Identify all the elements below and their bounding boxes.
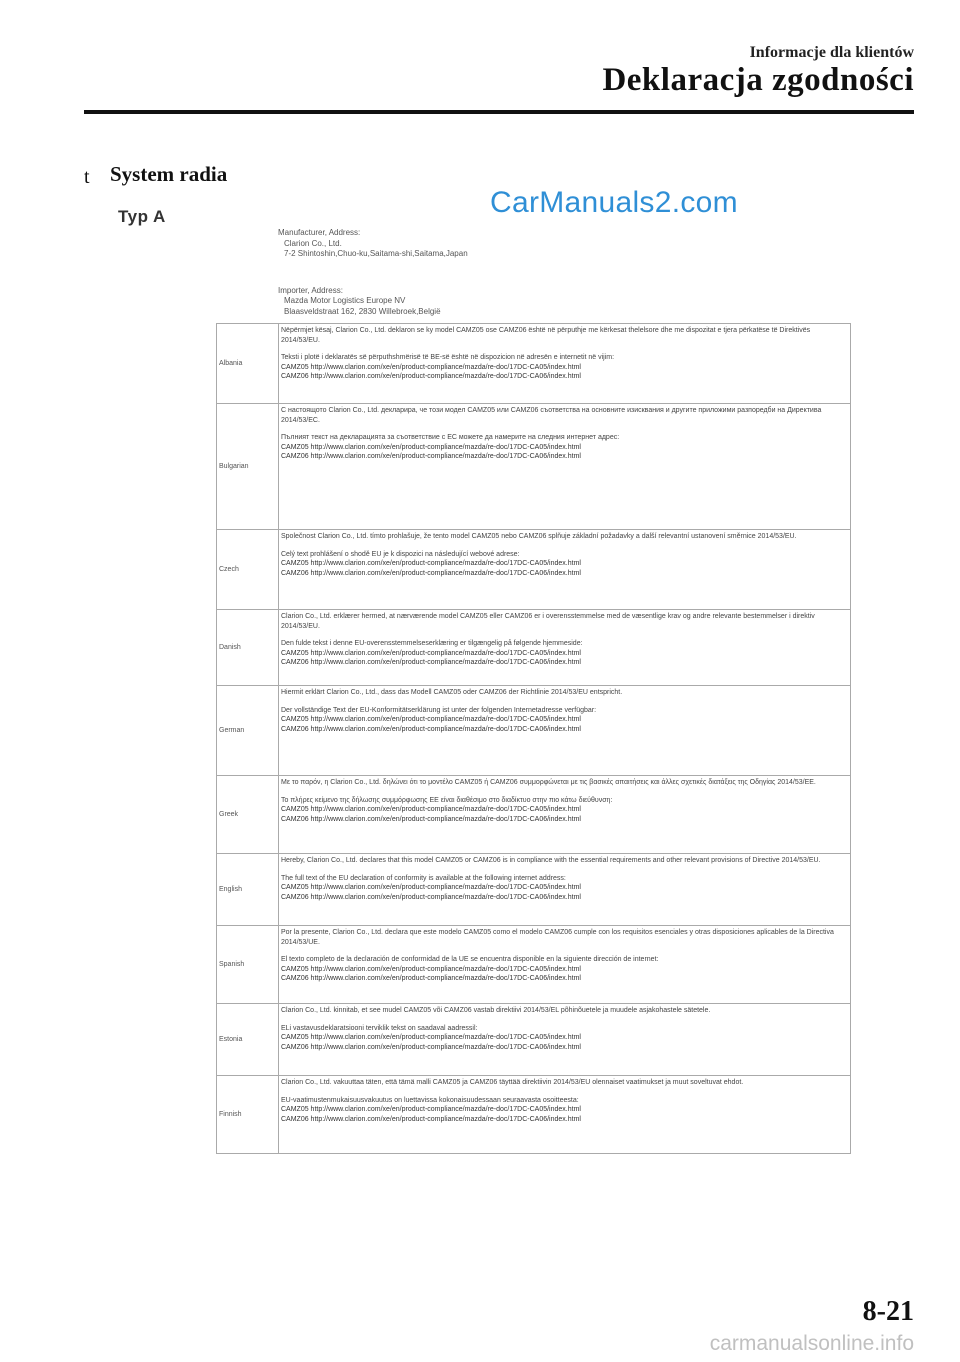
manufacturer-name: Clarion Co., Ltd. bbox=[284, 238, 342, 248]
declaration-url-intro: Пълният текст на декларацията за съответствие с ЕС можете да намерите на следния интернет адрес: bbox=[281, 434, 620, 442]
url-camz06[interactable]: CAMZ06 http://www.clarion.com/xe/en/product-compliance/mazda/re-doc/17DC-CA06/index.html bbox=[281, 975, 581, 983]
row-language: Danish bbox=[217, 610, 279, 686]
declaration-text: Clarion Co., Ltd. kinnitab, et see mudel CAMZ05 või CAMZ06 vastab direktiivi 2014/53/EL põhinõuetele ja muudele asjakohastele sätetele. bbox=[281, 1007, 711, 1014]
url-camz06[interactable]: CAMZ06 http://www.clarion.com/xe/en/product-compliance/mazda/re-doc/17DC-CA06/index.html bbox=[281, 659, 581, 667]
row-language: English bbox=[217, 854, 279, 926]
row-text bbox=[279, 1076, 851, 1154]
declaration-text: Hereby, Clarion Co., Ltd. declares that this model CAMZ05 or CAMZ06 is in compliance with the essential requirements and other relevant provisions of Directive 2014/53/EU. bbox=[281, 857, 821, 864]
header-title: Deklaracja zgodności bbox=[602, 62, 914, 98]
manufacturer-address: 7-2 Shintoshin,Chuo-ku,Saitama-shi,Saitama,Japan bbox=[284, 249, 468, 258]
url-camz06[interactable]: CAMZ06 http://www.clarion.com/xe/en/product-compliance/mazda/re-doc/17DC-CA06/index.html bbox=[281, 1043, 581, 1051]
footer-site: carmanualsonline.info bbox=[709, 1332, 914, 1355]
page-number: 8-21 bbox=[862, 1296, 914, 1327]
declaration-text: Clarion Co., Ltd. vakuuttaa täten, että tämä malli CAMZ05 ja CAMZ06 täyttää direktiivin 2014/53/EU olennaiset vaatimukset ja muut soveltuvat ehdot. bbox=[281, 1079, 744, 1086]
declaration-url-intro: Το πλήρες κείμενο της δήλωσης συμμόρφωσης ΕΕ είναι διαθέσιμο στο διαδίκτυο στην πιο κάτω διεύθυνση: bbox=[281, 796, 613, 804]
url-camz05[interactable]: CAMZ05 http://www.clarion.com/xe/en/product-compliance/mazda/re-doc/17DC-CA05/index.html bbox=[281, 649, 581, 657]
row-text bbox=[279, 776, 851, 854]
url-camz05[interactable]: CAMZ05 http://www.clarion.com/xe/en/product-compliance/mazda/re-doc/17DC-CA05/index.html bbox=[281, 1106, 581, 1114]
url-camz05[interactable]: CAMZ05 http://www.clarion.com/xe/en/product-compliance/mazda/re-doc/17DC-CA05/index.html bbox=[281, 716, 581, 724]
url-camz05[interactable]: CAMZ05 http://www.clarion.com/xe/en/product-compliance/mazda/re-doc/17DC-CA05/index.html bbox=[281, 965, 581, 973]
watermark: CarManuals2.com bbox=[490, 186, 738, 219]
row-text bbox=[279, 686, 851, 776]
url-camz06[interactable]: CAMZ06 http://www.clarion.com/xe/en/product-compliance/mazda/re-doc/17DC-CA06/index.html bbox=[281, 725, 581, 733]
declaration-text: С настоящото Clarion Co., Ltd. декларира, че този модел CAMZ05 или CAMZ06 съответства на основните изисквания и другите приложими разпоредби на Директива 2014/53/ЕС. bbox=[281, 407, 822, 424]
row-language: German bbox=[217, 686, 279, 776]
table-row bbox=[217, 1004, 851, 1076]
table-row bbox=[217, 926, 851, 1004]
row-language: Albania bbox=[217, 324, 279, 404]
table-row bbox=[217, 854, 851, 926]
section-bullet: t bbox=[84, 166, 90, 188]
declaration-text: Nëpërmjet kësaj, Clarion Co., Ltd. deklaron se ky model CAMZ05 ose CAMZ06 është në përputhje me kërkesat thelelsore dhe me dispozitat e tjera përkatëse të Direktivës 2014/53/EU. bbox=[281, 327, 811, 344]
row-text bbox=[279, 1004, 851, 1076]
table-row bbox=[217, 324, 851, 404]
row-text bbox=[279, 324, 851, 404]
row-text bbox=[279, 926, 851, 1004]
header-rule bbox=[84, 110, 914, 114]
url-camz06[interactable]: CAMZ06 http://www.clarion.com/xe/en/product-compliance/mazda/re-doc/17DC-CA06/index.html bbox=[281, 1115, 581, 1123]
section-title: System radia bbox=[110, 162, 228, 186]
table-row bbox=[217, 1076, 851, 1154]
manufacturer-label: Manufacturer, Address: bbox=[278, 228, 361, 237]
url-camz05[interactable]: CAMZ05 http://www.clarion.com/xe/en/product-compliance/mazda/re-doc/17DC-CA05/index.html bbox=[281, 560, 581, 568]
table-row bbox=[217, 530, 851, 610]
declaration-text: Por la presente, Clarion Co., Ltd. declara que este modelo CAMZ05 como el modelo CAMZ06 cumple con los requisitos esenciales y otras disposiciones aplicables de la Directiva 2014/53/UE. bbox=[281, 929, 834, 946]
url-camz06[interactable]: CAMZ06 http://www.clarion.com/xe/en/product-compliance/mazda/re-doc/17DC-CA06/index.html bbox=[281, 815, 581, 823]
manufacturer-block bbox=[278, 228, 578, 317]
row-language: Spanish bbox=[217, 926, 279, 1004]
row-language: Bulgarian bbox=[217, 404, 279, 530]
table-row bbox=[217, 776, 851, 854]
declaration-url-intro: ELi vastavusdeklaratsiooni terviklik tekst on saadaval aadressil: bbox=[281, 1024, 478, 1032]
declaration-url-intro: The full text of the EU declaration of conformity is available at the following internet address: bbox=[281, 874, 566, 882]
type-label: Typ A bbox=[118, 207, 166, 226]
header-subtitle: Informacje dla klientów bbox=[749, 44, 914, 61]
url-camz06[interactable]: CAMZ06 http://www.clarion.com/xe/en/product-compliance/mazda/re-doc/17DC-CA06/index.html bbox=[281, 569, 581, 577]
row-language: Greek bbox=[217, 776, 279, 854]
url-camz05[interactable]: CAMZ05 http://www.clarion.com/xe/en/product-compliance/mazda/re-doc/17DC-CA05/index.html bbox=[281, 443, 581, 451]
importer-name: Mazda Motor Logistics Europe NV bbox=[284, 296, 406, 305]
declaration-url-intro: Teksti i plotë i deklaratës së përputhshmërisë të BE-së është në dispozicion në adresën e internetit në vijim: bbox=[281, 354, 615, 362]
url-camz06[interactable]: CAMZ06 http://www.clarion.com/xe/en/product-compliance/mazda/re-doc/17DC-CA06/index.html bbox=[281, 453, 581, 461]
declaration-url-intro: El texto completo de la declaración de conformidad de la UE se encuentra disponible en la siguiente dirección de internet: bbox=[281, 956, 659, 964]
declaration-url-intro: Celý text prohlášení o shodě EU je k dispozici na následující webové adrese: bbox=[281, 550, 520, 558]
url-camz06[interactable]: CAMZ06 http://www.clarion.com/xe/en/product-compliance/mazda/re-doc/17DC-CA06/index.html bbox=[281, 893, 581, 901]
url-camz05[interactable]: CAMZ05 http://www.clarion.com/xe/en/product-compliance/mazda/re-doc/17DC-CA05/index.html bbox=[281, 806, 581, 814]
row-text bbox=[279, 530, 851, 610]
declaration-url-intro: Den fulde tekst i denne EU-overensstemmelseserklæring er tilgængelig på følgende hjemmeside: bbox=[281, 640, 583, 648]
table-row bbox=[217, 686, 851, 776]
row-language: Estonia bbox=[217, 1004, 279, 1076]
declaration-text: Hiermit erklärt Clarion Co., Ltd., dass das Modell CAMZ05 oder CAMZ06 der Richtlinie 2014/53/EU entspricht. bbox=[281, 689, 623, 696]
url-camz05[interactable]: CAMZ05 http://www.clarion.com/xe/en/product-compliance/mazda/re-doc/17DC-CA05/index.html bbox=[281, 1034, 581, 1042]
declaration-table bbox=[216, 323, 851, 1154]
row-text bbox=[279, 854, 851, 926]
declaration-text: Clarion Co., Ltd. erklærer hermed, at nærværende model CAMZ05 eller CAMZ06 er i overensstemmelse med de væsentlige krav og andre relevante bestemmelser i direktiv 2014/53/EU. bbox=[281, 613, 815, 630]
row-text bbox=[279, 404, 851, 530]
row-language: Czech bbox=[217, 530, 279, 610]
declaration-url-intro: Der vollständige Text der EU-Konformitätserklärung ist unter der folgenden Internetadresse verfügbar: bbox=[281, 706, 597, 714]
importer-label: Importer, Address: bbox=[278, 285, 343, 295]
url-camz05[interactable]: CAMZ05 http://www.clarion.com/xe/en/product-compliance/mazda/re-doc/17DC-CA05/index.html bbox=[281, 884, 581, 892]
url-camz06[interactable]: CAMZ06 http://www.clarion.com/xe/en/product-compliance/mazda/re-doc/17DC-CA06/index.html bbox=[281, 373, 581, 381]
url-camz05[interactable]: CAMZ05 http://www.clarion.com/xe/en/product-compliance/mazda/re-doc/17DC-CA05/index.html bbox=[281, 363, 581, 371]
declaration-text: Με το παρόν, η Clarion Co., Ltd. δηλώνει ότι το μοντέλο CAMZ05 ή CAMZ06 συμμορφώνεται με τις βασικές απαιτήσεις και άλλες σχετικές διατάξεις της Οδηγίας 2014/53/ΕΕ. bbox=[281, 779, 816, 786]
row-text bbox=[279, 610, 851, 686]
declaration-url-intro: EU-vaatimustenmukaisuusvakuutus on luettavissa kokonaisuudessaan seuraavasta osoitteesta: bbox=[281, 1096, 579, 1104]
declaration-text: Společnost Clarion Co., Ltd. tímto prohlašuje, že tento model CAMZ05 nebo CAMZ06 splňuje základní požadavky a další relevantní ustanovení směrnice 2014/53/EU. bbox=[281, 533, 797, 540]
row-language: Finnish bbox=[217, 1076, 279, 1154]
table-row bbox=[217, 610, 851, 686]
table-row bbox=[217, 404, 851, 530]
importer-address: Blaasveldstraat 162, 2830 Willebroek,België bbox=[284, 306, 441, 316]
